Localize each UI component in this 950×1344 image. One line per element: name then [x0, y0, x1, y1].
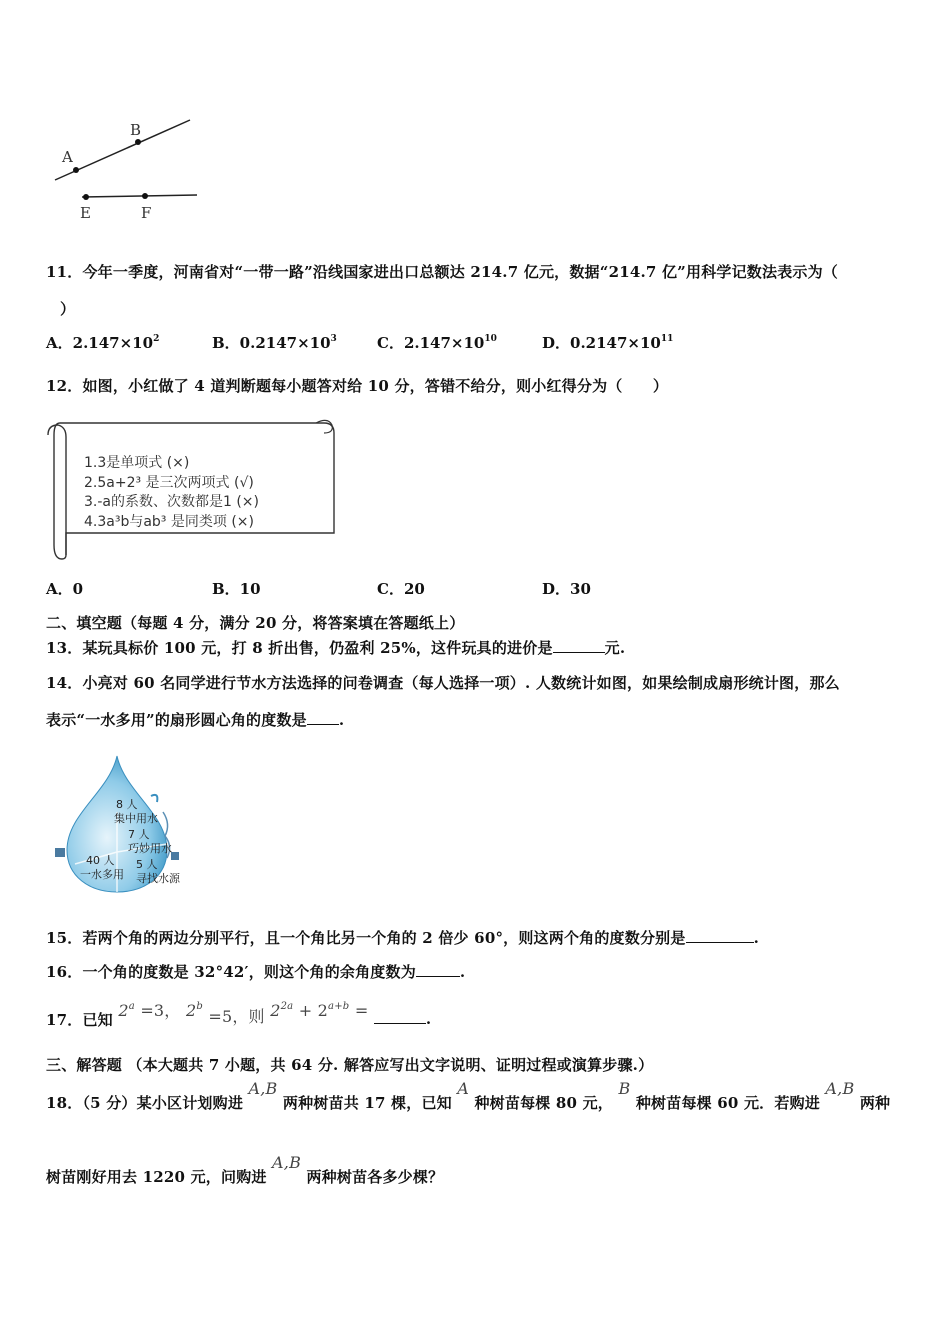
q17-answer-blank[interactable]	[374, 1009, 426, 1024]
q18-a3: 种树苗每棵 80 元，	[474, 1094, 614, 1112]
scroll-line-1: 1.3是单项式 (×)	[84, 455, 190, 471]
q13-answer-blank[interactable]	[553, 638, 605, 653]
q15-answer-blank[interactable]	[686, 928, 754, 943]
q18-ab-1: A,B	[248, 1079, 278, 1098]
q18-ab-2: A,B	[825, 1079, 855, 1098]
q14-tail: .	[338, 711, 345, 729]
q11-text: 11．今年一季度，河南省对“一带一路”沿线国家进出口总额达 214.7 亿元，数据“214.7 亿”用科学记数法表示为（	[46, 263, 838, 281]
q17-exp3: 2a	[280, 1001, 294, 1012]
q14-answer-blank[interactable]	[307, 710, 339, 725]
q16-tail: .	[459, 963, 466, 981]
q11-option-a-label: A．2.147×10	[46, 334, 154, 352]
drop-label-1: 8 人	[116, 798, 138, 811]
drop-label-4: 巧妙用水	[128, 842, 172, 855]
point-a	[73, 167, 79, 173]
q17-exp2: b	[196, 1001, 203, 1012]
q17-eq2: =5，则	[208, 1007, 265, 1026]
q14-text: 14．小亮对 60 名同学进行节水方法选择的问卷调查（每人选择一项）. 人数统计如图，如果绘制成扇形统计图，那么	[46, 674, 840, 692]
q11-option-a-exp: 2	[153, 334, 160, 344]
q14-line2	[46, 709, 344, 730]
q12-option-d[interactable]: D．30	[542, 580, 591, 598]
q11-option-a[interactable]	[46, 332, 159, 353]
q17	[46, 998, 432, 1029]
label-b: B	[130, 121, 142, 139]
q11-option-d-exp: 11	[660, 334, 674, 344]
q17-base3: 2	[270, 1001, 281, 1020]
q18-b2: 两种树苗各多少棵？	[306, 1168, 444, 1186]
q17-eq1: =3，	[140, 1001, 181, 1020]
label-f: F	[141, 204, 152, 222]
q14-text-2: 表示“一水多用”的扇形圆心角的度数是	[46, 711, 307, 729]
scroll-line-2: 2.5a+2³ 是三次两项式 (√)	[84, 475, 254, 491]
q17-base2: 2	[185, 1001, 197, 1020]
q15-tail: .	[753, 929, 759, 947]
drop-label-6: 一水多用	[80, 868, 124, 881]
section-3-heading: 三、解答题 （本大题共 7 小题，共 64 分. 解答应写出文字说明、证明过程或演算步骤.）	[46, 1056, 654, 1074]
q11-option-d-label: D．0.2147×10	[542, 334, 661, 352]
q11-option-b-exp: 3	[330, 334, 337, 344]
label-e: E	[80, 204, 91, 222]
q18-line-1	[46, 1078, 891, 1112]
q18-a1: 18．（5 分）某小区计划购进	[46, 1094, 244, 1112]
q18-line-2	[46, 1152, 444, 1186]
q12-option-b[interactable]: B．10	[212, 580, 261, 598]
q11-option-d[interactable]	[542, 332, 673, 353]
scroll-line-4: 4.3a³b与ab³ 是同类项 (×)	[84, 514, 254, 530]
drop-label-7: 5 人	[136, 858, 158, 871]
scroll-line-3: 3.-a的系数、次数都是1 (×)	[84, 494, 259, 510]
q17-base1: 2	[118, 1001, 129, 1020]
q18-a5: 两种	[859, 1094, 891, 1112]
drop-label-2: 集中用水	[114, 812, 158, 825]
q13-tail: 元.	[604, 639, 626, 657]
q18-b1: 树苗刚好用去 1220 元，问购进	[46, 1168, 267, 1186]
q17-eq3: =	[354, 1001, 369, 1020]
q15	[46, 927, 759, 948]
q18-a4: 种树苗每棵 60 元．若购进	[635, 1094, 820, 1112]
q11-text-cont: ）	[60, 300, 76, 318]
q17-exp1: a	[128, 1001, 135, 1012]
q18-a2: 两种树苗共 17 棵，已知	[282, 1094, 452, 1112]
drop-label-8: 寻找水源	[136, 872, 180, 885]
q17-plus: + 2	[298, 1001, 329, 1020]
q11-option-c-label: C．2.147×10	[377, 334, 485, 352]
point-b	[135, 139, 141, 145]
q12-option-c[interactable]: C．20	[377, 580, 425, 598]
q12-text: 12．如图，小红做了 4 道判断题每小题答对给 10 分，答错不给分，则小红得分为（ ）	[46, 377, 669, 395]
q17-prefix: 17．已知	[46, 1011, 113, 1029]
q16-text: 16．一个角的度数是 32°42′，则这个角的余角度数为	[46, 963, 416, 981]
line-figure	[40, 110, 210, 230]
label-a: A	[62, 148, 73, 166]
drop-label-3: 7 人	[128, 828, 150, 841]
q18-b-var: B	[618, 1079, 631, 1098]
q15-text: 15．若两个角的两边分别平行，且一个角比另一个角的 2 倍少 60°，则这两个角的度数分别是	[46, 929, 686, 947]
q11-option-b-label: B．0.2147×10	[212, 334, 331, 352]
q16-answer-blank[interactable]	[416, 962, 460, 977]
q13	[46, 637, 625, 658]
point-e	[83, 194, 89, 200]
q18-a-var: A	[457, 1079, 470, 1098]
q11-option-c[interactable]	[377, 332, 497, 353]
q18-ab-3: A,B	[272, 1153, 302, 1172]
q17-exp4: a+b	[328, 1001, 350, 1012]
drop-label-5: 40 人	[86, 854, 115, 867]
q11-option-b[interactable]	[212, 332, 337, 353]
point-f	[142, 193, 148, 199]
q13-text: 13．某玩具标价 100 元，打 8 折出售，仍盈利 25%，这件玩具的进价是	[46, 639, 553, 657]
q17-tail: .	[425, 1010, 432, 1028]
q12-option-a[interactable]: A．0	[46, 580, 84, 598]
q16	[46, 961, 465, 982]
q11-option-c-exp: 10	[484, 334, 497, 344]
line-ef	[82, 195, 197, 197]
section-2-heading: 二、填空题（每题 4 分，满分 20 分，将答案填在答题纸上）	[46, 614, 465, 632]
